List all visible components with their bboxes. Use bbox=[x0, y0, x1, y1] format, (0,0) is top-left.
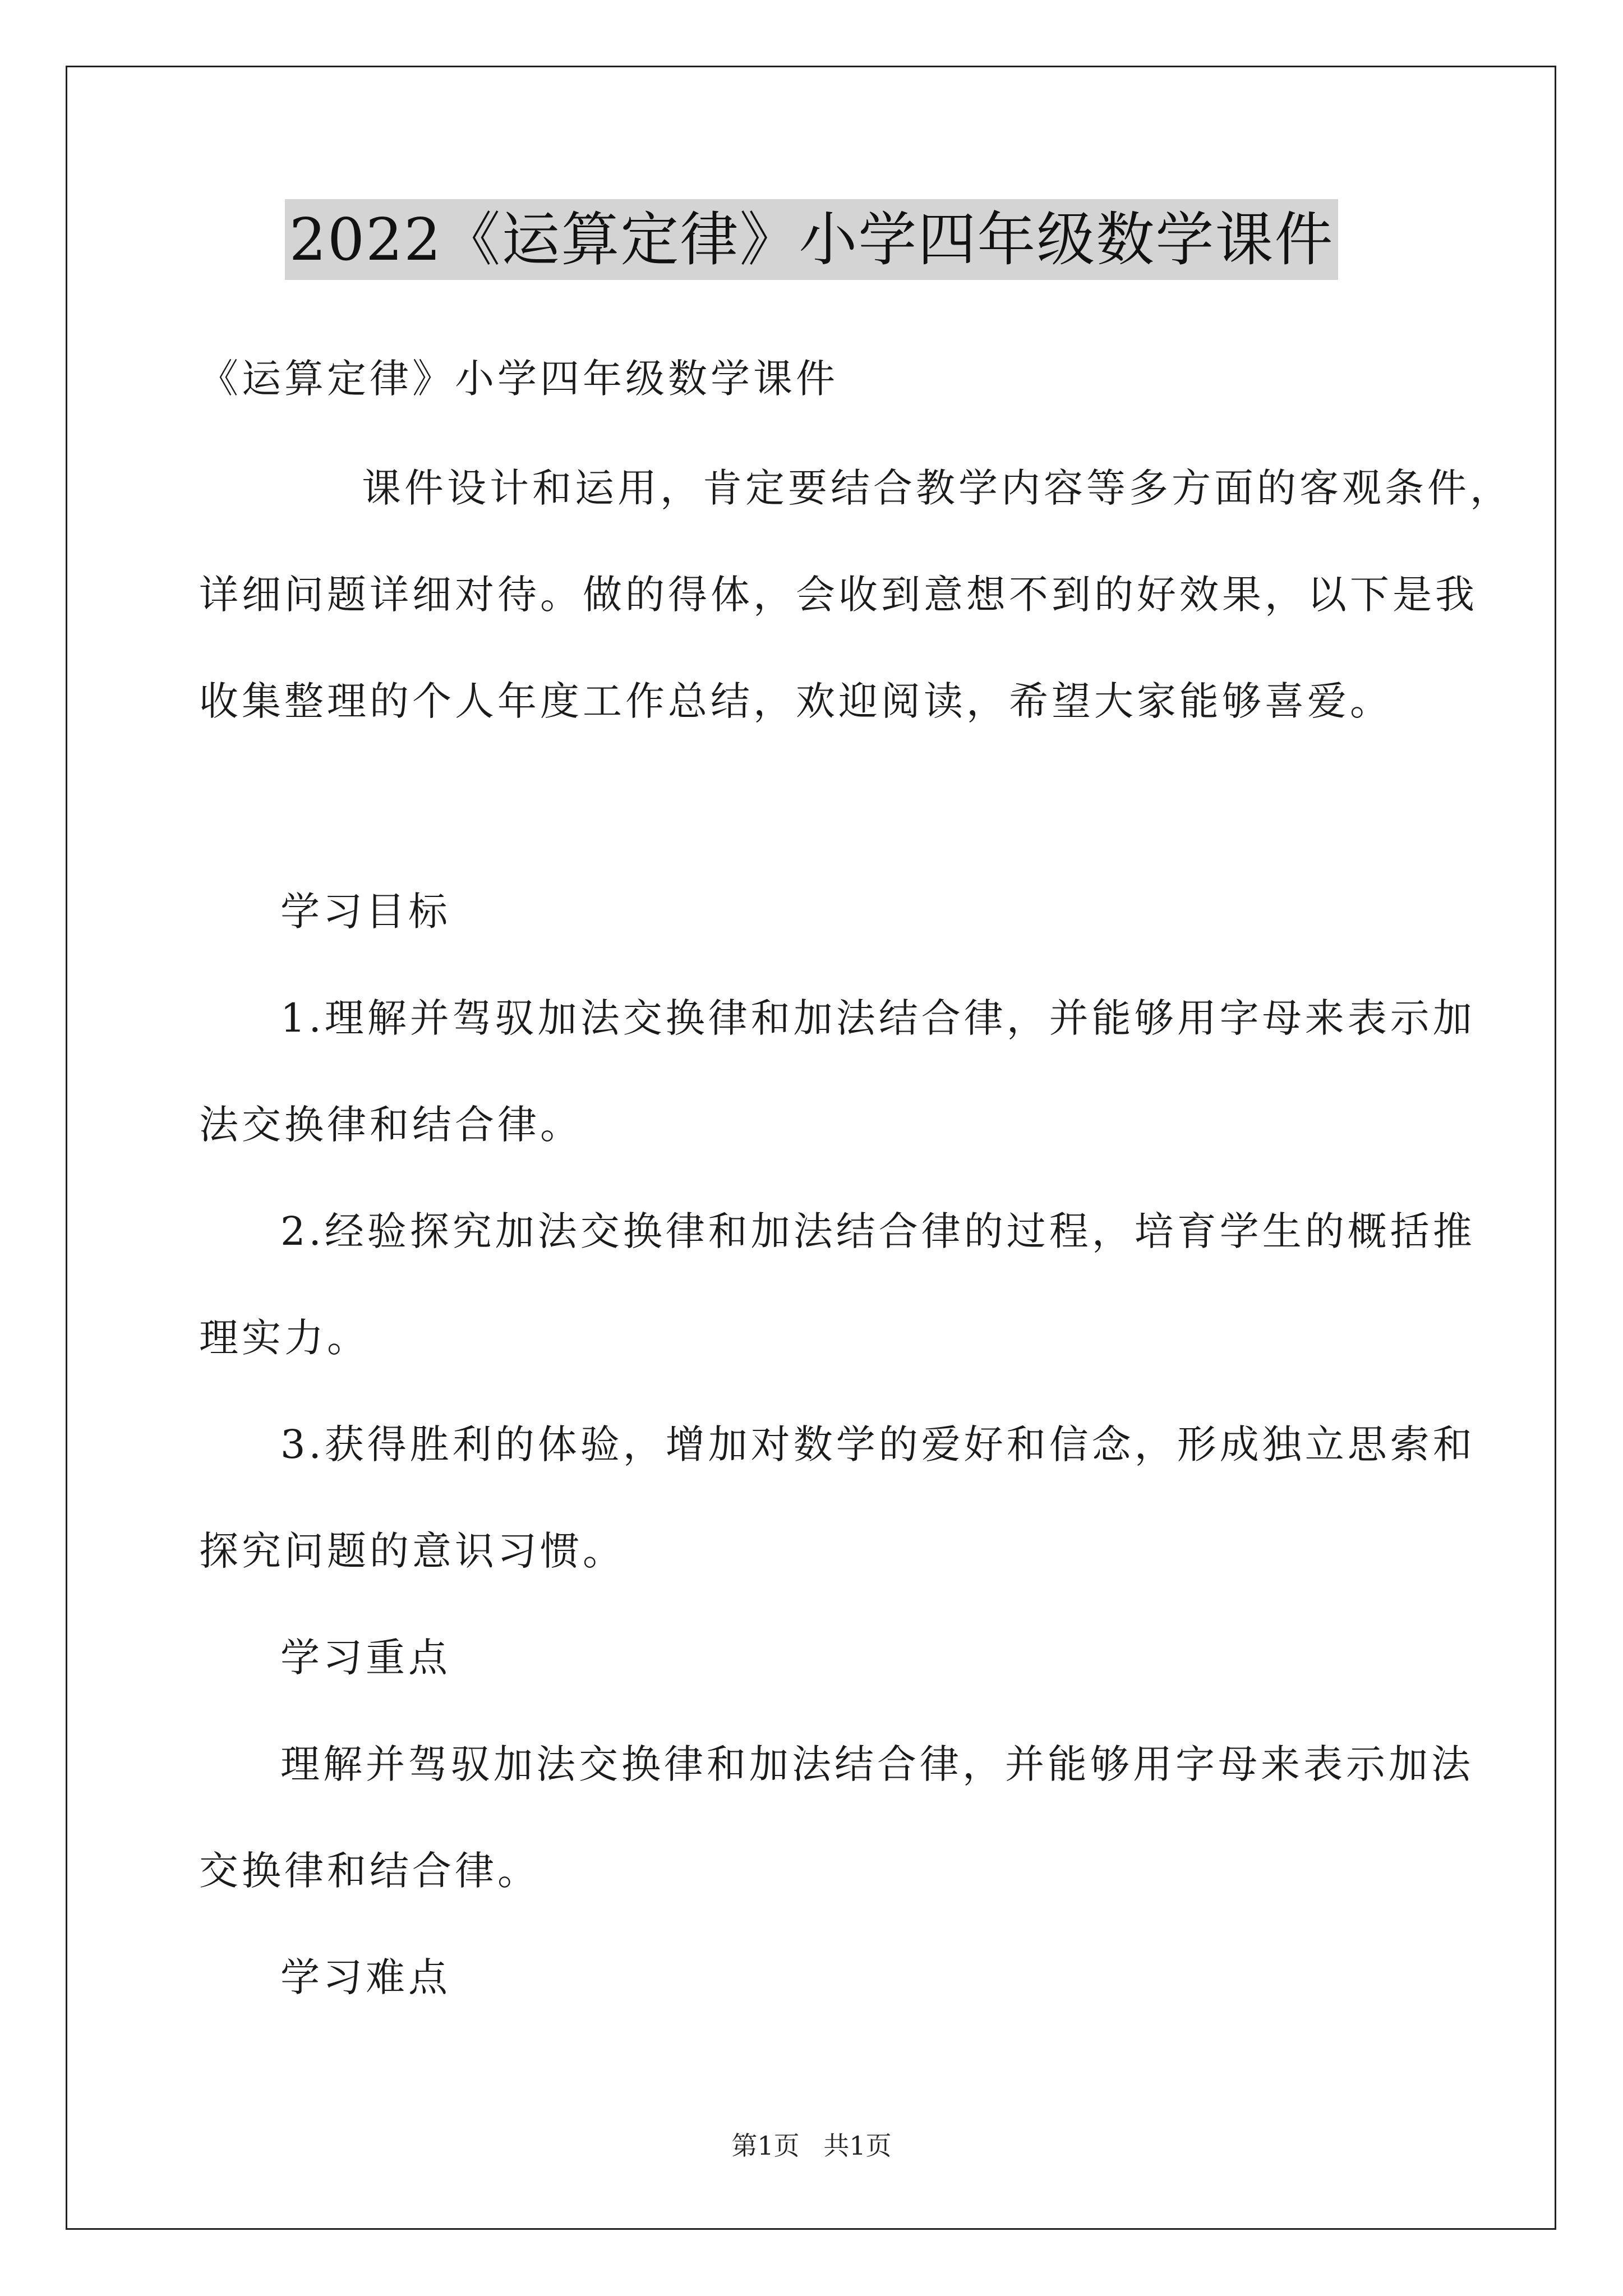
goal-item-continuation: 探究问题的意识习惯。 bbox=[199, 1528, 625, 1574]
goal-item: 1.理解并驾驭加法交换律和加法结合律，并能够用字母来表示加 bbox=[280, 995, 1476, 1041]
section-heading-goals: 学习目标 bbox=[280, 889, 451, 935]
page-number-current: 第1页 bbox=[731, 2131, 800, 2161]
section-heading-key-points: 学习重点 bbox=[280, 1635, 451, 1681]
document-subtitle: 《运算定律》小学四年级数学课件 bbox=[199, 356, 838, 402]
page-footer bbox=[0, 2129, 1623, 2162]
paragraph-line: 详细问题详细对待。做的得体，会收到意想不到的好效果，以下是我 bbox=[199, 572, 1478, 618]
key-point-text-continuation: 交换律和结合律。 bbox=[199, 1848, 540, 1894]
page-number-total: 共1页 bbox=[823, 2131, 892, 2161]
goal-item-continuation: 理实力。 bbox=[199, 1315, 370, 1361]
goal-item: 2.经验探究加法交换律和加法结合律的过程，培育学生的概括推 bbox=[280, 1208, 1476, 1254]
section-heading-difficulties: 学习难点 bbox=[280, 1954, 451, 2000]
goal-item: 3.获得胜利的体验，增加对数学的爱好和信念，形成独立思索和 bbox=[280, 1421, 1476, 1467]
title-container bbox=[0, 199, 1623, 280]
paragraph-line: 课件设计和运用，肯定要结合教学内容等多方面的客观条件， bbox=[362, 465, 1513, 511]
key-point-text: 理解并驾驭加法交换律和加法结合律，并能够用字母来表示加法 bbox=[280, 1741, 1474, 1787]
goal-item-continuation: 法交换律和结合律。 bbox=[199, 1102, 583, 1148]
document-title: 2022《运算定律》小学四年级数学课件 bbox=[285, 199, 1339, 280]
paragraph-line: 收集整理的个人年度工作总结，欢迎阅读，希望大家能够喜爱。 bbox=[199, 678, 1393, 724]
